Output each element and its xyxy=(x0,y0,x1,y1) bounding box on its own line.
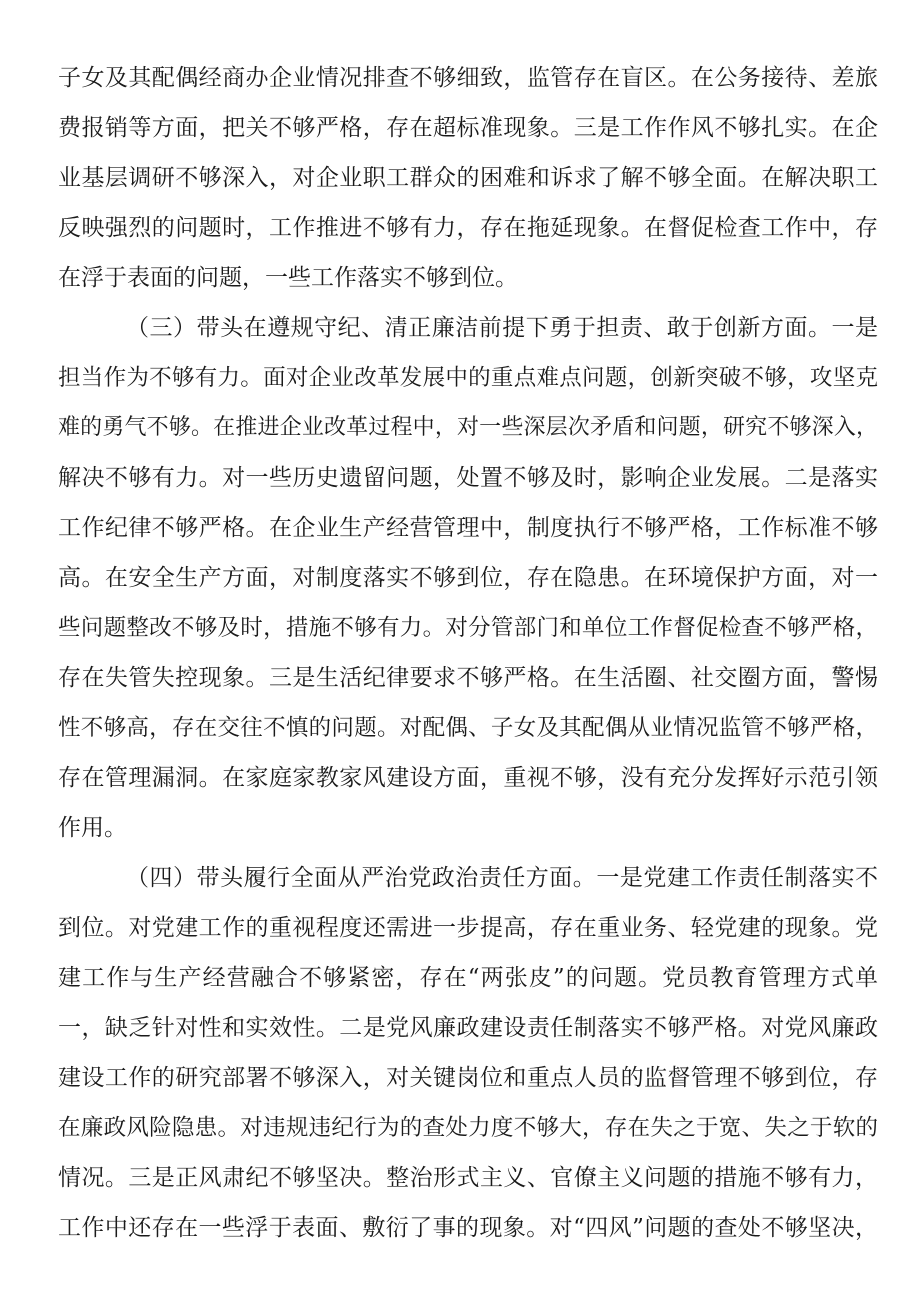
text-line: 工作纪律不够严格。在企业生产经营管理中，制度执行不够严格，工作标准不够 xyxy=(58,515,878,541)
text-line: 难的勇气不够。在推进企业改革过程中，对一些深层次矛盾和问题，研究不够深入， xyxy=(58,415,878,440)
text-line: 解决不够有力。对一些历史遗留问题，处置不够及时，影响企业发展。二是落实 xyxy=(58,465,878,491)
text-line: 业基层调研不够深入，对企业职工群众的困难和诉求了解不够全面。在解决职工 xyxy=(58,165,878,191)
text-line: （三）带头在遵规守纪、清正廉洁前提下勇于担责、敢于创新方面。一是 xyxy=(126,315,878,341)
text-line: 情况。三是正风肃纪不够坚决。整治形式主义、官僚主义问题的措施不够有力， xyxy=(58,1165,878,1191)
text-line: 存在失管失控现象。三是生活纪律要求不够严格。在生活圈、社交圈方面，警惕 xyxy=(58,665,878,691)
text-line: 反映强烈的问题时，工作推进不够有力，存在拖延现象。在督促检查工作中，存 xyxy=(58,215,878,241)
text-line: 在浮于表面的问题，一些工作落实不够到位。 xyxy=(58,265,518,291)
text-line: 性不够高，存在交往不慎的问题。对配偶、子女及其配偶从业情况监管不够严格， xyxy=(58,715,878,741)
text-line: 高。在安全生产方面，对制度落实不够到位，存在隐患。在环境保护方面，对一 xyxy=(58,565,878,591)
text-line: 作用。 xyxy=(58,815,127,841)
text-line: 建设工作的研究部署不够深入，对关键岗位和重点人员的监督管理不够到位，存 xyxy=(58,1065,878,1091)
text-line: 子女及其配偶经商办企业情况排查不够细致，监管存在盲区。在公务接待、差旅 xyxy=(58,65,878,91)
text-line: （四）带头履行全面从严治党政治责任方面。一是党建工作责任制落实不 xyxy=(126,865,878,891)
text-line: 些问题整改不够及时，措施不够有力。对分管部门和单位工作督促检查不够严格， xyxy=(58,615,878,641)
text-line: 建工作与生产经营融合不够紧密，存在“两张皮”的问题。党员教育管理方式单 xyxy=(58,965,878,991)
text-line: 一，缺乏针对性和实效性。二是党风廉政建设责任制落实不够严格。对党风廉政 xyxy=(58,1015,878,1041)
text-line: 工作中还存在一些浮于表面、敷衍了事的现象。对“四风”问题的查处不够坚决， xyxy=(58,1215,878,1241)
text-line: 在廉政风险隐患。对违规违纪行为的查处力度不够大，存在失之于宽、失之于软的 xyxy=(58,1115,878,1141)
text-line: 到位。对党建工作的重视程度还需进一步提高，存在重业务、轻党建的现象。党 xyxy=(58,915,878,941)
text-line: 存在管理漏洞。在家庭家教家风建设方面，重视不够，没有充分发挥好示范引领 xyxy=(58,765,878,791)
text-line: 担当作为不够有力。面对企业改革发展中的重点难点问题，创新突破不够，攻坚克 xyxy=(58,365,878,391)
text-line: 费报销等方面，把关不够严格，存在超标准现象。三是工作作风不够扎实。在企 xyxy=(58,115,878,141)
